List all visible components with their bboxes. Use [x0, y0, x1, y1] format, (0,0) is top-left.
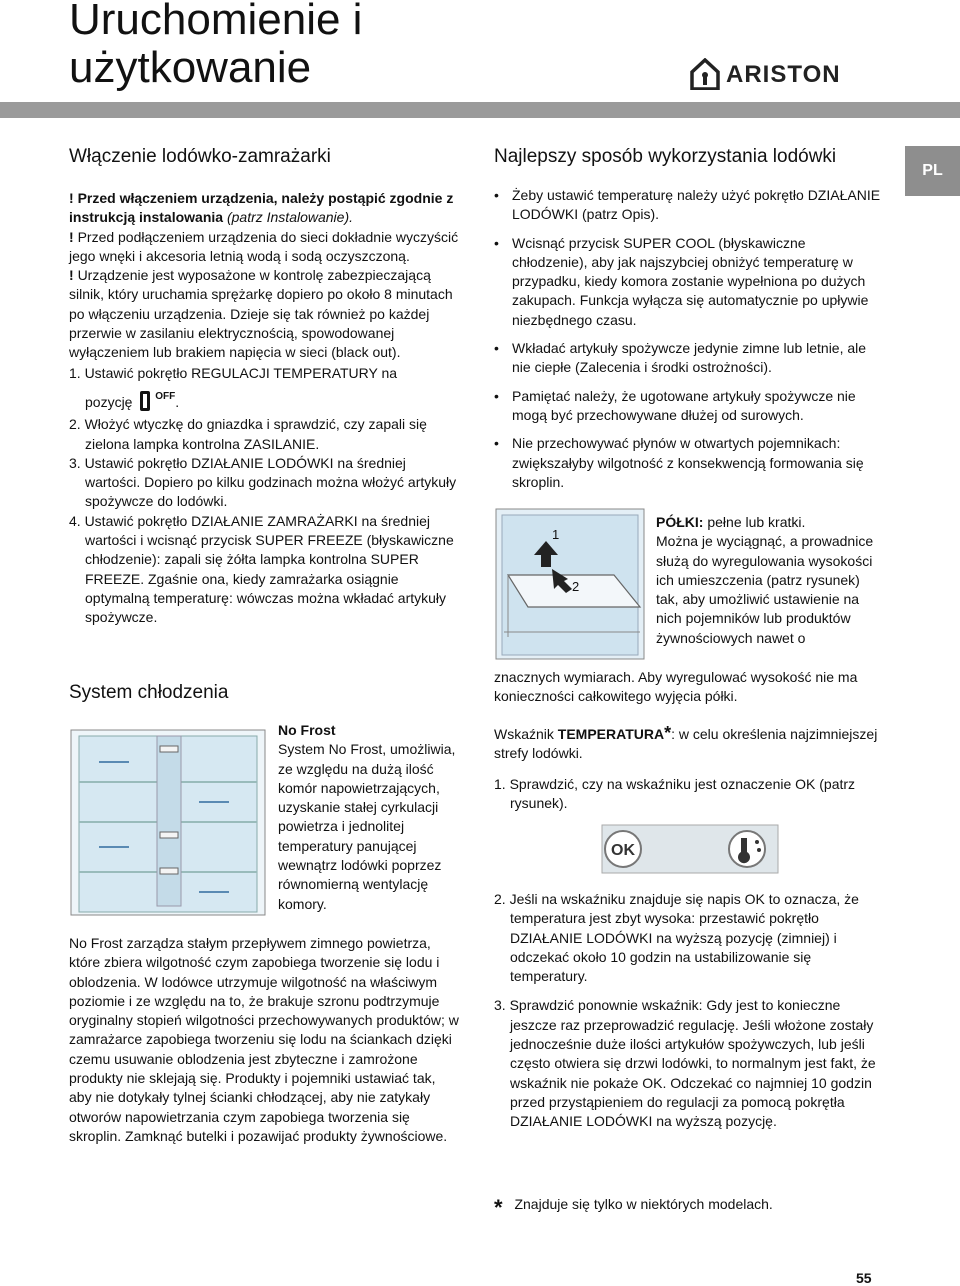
shelves-title: PÓŁKI: [656, 514, 704, 530]
ok-indicator-illustration [601, 824, 779, 874]
indicator-steps [494, 775, 884, 814]
page-title-line-1: Uruchomienie i [69, 0, 363, 44]
off-label: OFF [155, 390, 176, 402]
temp-label: TEMPERATURA [557, 726, 665, 742]
nofrost-title: No Frost [278, 722, 336, 738]
temp-rest: : w celu określenia najzimniejszej strefy lodówki. [494, 726, 878, 762]
step-1-position-text: pozycję [85, 393, 133, 410]
shelves-side-text [656, 513, 884, 648]
step-4: 4. Ustawić pokrętło DZIAŁANIE ZAMRAŻARKI na średniej wartości i wcisnąć przycisk SUPER FREEZE (błyskawiczne chłodzenie): zapali się żółta lampka kontrolna SUPER FREEZE. Zgaśnie ona, kiedy zamrażarka osiągnie optymalną temperaturę: wówczas można wkładać artykuły spożywcze. [69, 512, 454, 626]
list-item: • Wcisnąć przycisk SUPER COOL (błyskawiczne chłodzenie), aby jak najszybciej obniżyć temperaturę w przypadku, kiedy komora zostanie wypełniona po dużych zakupach. Funkcja wyłącza się automatycznie po upływie niezbędnego czasu. [494, 234, 884, 330]
brand-logo [690, 58, 875, 92]
shelf-illustration [494, 507, 646, 661]
warning-mark: ! [69, 228, 74, 245]
temp-star: * [664, 723, 672, 743]
warning-1-ref: (patrz Instalowanie). [226, 209, 354, 226]
steps-list [69, 415, 459, 627]
step-3: 3. Ustawić pokrętło DZIAŁANIE LODÓWKI na średniej wartości. Dopiero po kilku godzinach można włożyć artykuły spożywcze do lodówki. [69, 454, 457, 510]
shelf-step-2-label: 2 [572, 579, 580, 594]
list-item: • Pamiętać należy, że ugotowane artykuły spożywcze nie mogą być przechowywane dłużej od surowych. [494, 387, 884, 426]
page-number: 55 [856, 1270, 872, 1286]
temperature-indicator-intro [494, 724, 884, 764]
nofrost-figure [69, 722, 267, 917]
warning-1 [69, 189, 459, 228]
warning-mark: ! [69, 267, 74, 284]
step-1-end: . [175, 393, 180, 410]
section-title-switch-on: Włączenie lodówko-zamrażarki [69, 146, 331, 167]
language-tab: PL [905, 146, 960, 196]
page-title [69, 0, 629, 92]
warning-3-text: Urządzenie jest wyposażone w kontrolę zabezpieczającą silnik, który uruchamia sprężarkę dopiero po około 8 minutach po włączeniu urządzenia. Dzieje się tak również po każdej przerwie w zasilaniu elektrycznością, spowodowanej wyłączeniem lub brakiem napięcia w sieci (black out). [69, 267, 453, 361]
shelf-figure [494, 507, 646, 661]
step-2: 2. Włożyć wtyczkę do gniazdka i sprawdzić, czy zapali się zielona lampka kontrolna ZASILANIE. [69, 416, 427, 452]
footnote [494, 1195, 884, 1220]
shelves-rest: znacznych wymiarach. Aby wyregulować wysokość nie ma konieczności całkowitego wyjęcia półki. [494, 669, 858, 705]
step-1-text: 1. Ustawić pokrętło REGULACJI TEMPERATURY na [69, 364, 398, 381]
shelf-step-1-label: 1 [552, 527, 560, 542]
warning-2-text: Przed podłączeniem urządzenia do sieci dokładnie wyczyścić jego wnęki i akcesoria letnią wodą i sodą oczyszczoną. [69, 228, 459, 264]
house-logo-icon [690, 58, 720, 90]
list-item: • Żeby ustawić temperaturę należy użyć pokrętło DZIAŁANIE LODÓWKI (patrz Opis). [494, 186, 884, 225]
warning-mark: ! [69, 190, 74, 206]
nofrost-body [69, 934, 459, 1146]
list-item: • Nie przechowywać płynów w otwartych pojemnikach: zwiększałyby wilgotność z konsekwencją formowania się skroplin. [494, 434, 884, 492]
step-1 [69, 364, 459, 383]
section-title-cooling: System chłodzenia [69, 682, 229, 703]
temp-prefix: Wskaźnik [494, 726, 554, 742]
shelves-intro [656, 513, 884, 532]
footnote-star: * [494, 1195, 503, 1220]
warning-3 [69, 266, 459, 362]
page-title-line-2: użytkowanie [69, 43, 312, 92]
shelves-intro-text: pełne lub kratki. [707, 514, 806, 530]
warning-2 [69, 228, 459, 267]
indicator-steps-continued [494, 890, 884, 1132]
ok-indicator-figure [601, 824, 779, 874]
footnote-text: Znajduje się tylko w niektórych modelach. [514, 1196, 773, 1212]
section-title-best-use: Najlepszy sposób wykorzystania lodówki [494, 146, 837, 167]
list-item: • Wkładać artykuły spożywcze jedynie zimne lub letnie, ale nie ciepłe (Zalecenia i środki ostrożności). [494, 339, 884, 378]
shelves-rest-text [494, 668, 884, 707]
indicator-step-3: 3. Sprawdzić ponownie wskaźnik: Gdy jest to konieczne jeszcze raz przeprowadzić regulację. Jeśli włożone zostały jednocześnie duże ilości artykułów spożywczych, lub jeśli często otwiera się drzwi lodówki, to normalnym jest fakt, że wskaźnik nie pokaże OK. Odczekać co najmniej 10 godzin przed przystąpieniem do regulacji za pomocą pokrętła DZIAŁANIE LODÓWKI na wyższą pozycję. [494, 997, 876, 1130]
nofrost-body-text: No Frost zarządza stałym przepływem zimnego powietrza, które zbiera wilgotność czym zapobiega tworzenie się lodu i oblodzenia. W lodówce utrzymuje wilgotność na właściwym poziomie i ze względu na to, że brakuje szronu podtrzymuje oryginalny stopień wilgotności przechowywanych produktów; w zamrażarce zapobiega tworzeniu się lodu na ściankach dzięki czemu usuwanie oblodzenia jest zbyteczne i zamrożone produkty nie sklejają się. Produkty i pojemniki ustawiać tak, aby nie dotykały tylnej ścianki chłodzącej, aby nie zatykały otworów napowietrzania czym zapobiega tworzenia się skroplin. Zamknąć butelki i pozawijać produkty żywnościowe. [69, 935, 459, 1144]
brand-name: ARISTON [726, 61, 841, 88]
knob-off-icon [139, 390, 151, 412]
ok-label: OK [611, 842, 635, 859]
best-use-list [494, 186, 884, 501]
nofrost-description: System No Frost, umożliwia, ze względu na dużą ilość komór napowietrzających, uzyskanie stałej cyrkulacji powietrza i jednolitej temperatury panującej wewnątrz lodówki poprzez równomierną wentylację komory. [278, 741, 456, 912]
shelves-description: Można je wyciągnąć, a prowadnice służą do wyregulowania wysokości ich umieszczenia (patrz rysunek) tak, aby umożliwić ustawienie na nich pojemników lub produktów żywnościowych nawet o [656, 533, 874, 646]
warning-1-text: Przed włączeniem urządzenia, należy postąpić zgodnie z instrukcją instalowania [69, 190, 454, 226]
switch-on-text [69, 189, 459, 628]
indicator-step-1: 1. Sprawdzić, czy na wskaźniku jest oznaczenie OK (patrz rysunek). [494, 776, 856, 812]
header-band [0, 102, 960, 118]
nofrost-side-text [278, 721, 460, 914]
indicator-step-2: 2. Jeśli na wskaźniku znajduje się napis OK to oznacza, że temperatura jest zbyt wysoka: przestawić pokrętło DZIAŁANIE LODÓWKI na wyższą pozycję (zimniej) i odczekać około 10 godzin na ustabilizowanie się temperatury. [494, 891, 859, 985]
fridge-interior-illustration [69, 722, 267, 917]
step-1-position [69, 387, 459, 412]
